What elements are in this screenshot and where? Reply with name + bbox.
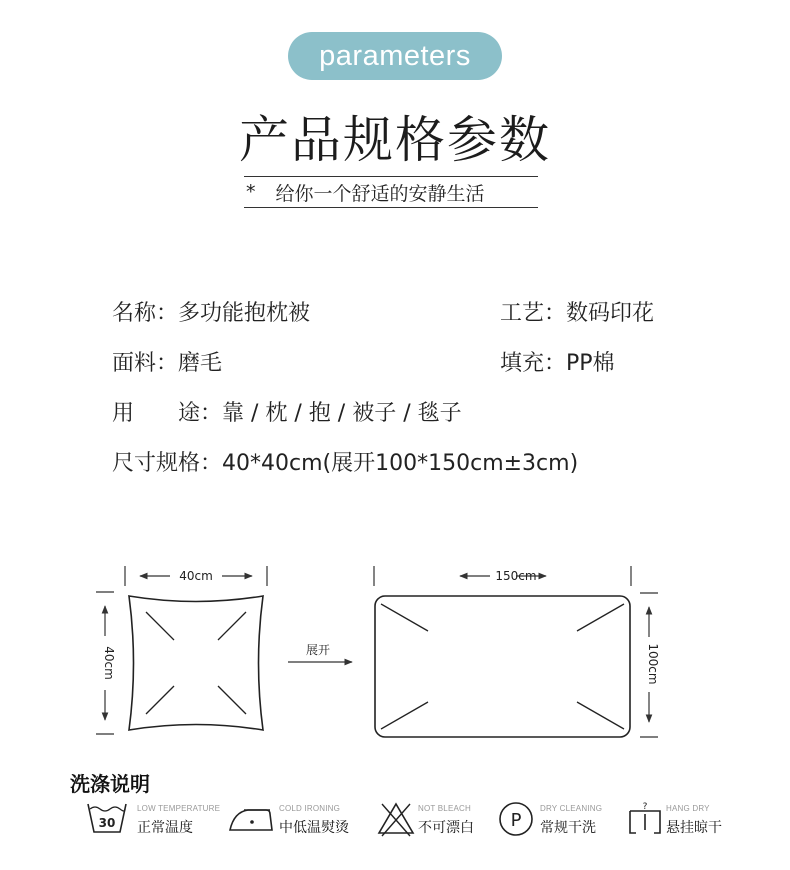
- no-bleach-icon: [376, 800, 416, 838]
- blanket-width-dimension: [374, 566, 631, 586]
- blanket-width-label: 150cm: [495, 569, 537, 583]
- pillow-width-dimension: [125, 566, 267, 586]
- spec-name-value: 多功能抱枕被: [178, 301, 311, 326]
- care-cn-not-bleach: 不可漂白: [418, 820, 474, 836]
- care-cn-low-temperature: 正常温度: [137, 820, 193, 836]
- spec-fabric: [112, 346, 222, 377]
- care-item-not-bleach: [376, 800, 506, 840]
- spec-craft: [500, 296, 654, 327]
- pillow-width-label: 40cm: [179, 569, 213, 583]
- spec-filling: [500, 346, 615, 377]
- care-en-low-temperature: LOW TEMPERATURE: [137, 804, 221, 813]
- care-cn-hang-dry: 悬挂晾干: [666, 820, 722, 836]
- care-cn-cold-ironing: 中低温熨烫: [279, 820, 349, 836]
- parameters-badge: parameters: [288, 32, 502, 80]
- wash-30-icon: [86, 800, 128, 836]
- subtitle-bar: [244, 176, 538, 208]
- spec-size: [112, 446, 578, 477]
- spec-name: [112, 296, 310, 327]
- care-item-hang-dry: [626, 800, 736, 840]
- spec-usage-value: 靠 / 枕 / 抱 / 被子 / 毯子: [222, 401, 462, 426]
- pillow-shape: [129, 596, 263, 730]
- care-title: 洗涤说明: [70, 772, 150, 796]
- care-en-hang-dry: HANG DRY: [666, 804, 710, 813]
- spec-size-value: 40*40cm(展开100*150cm±3cm): [222, 451, 579, 476]
- unfold-label: 展开: [306, 643, 331, 657]
- care-cn-dry-cleaning: 常规干洗: [540, 820, 596, 836]
- subtitle-text: 给你一个舒适的安静生活: [275, 182, 485, 205]
- page-title: 产品规格参数: [239, 111, 551, 169]
- pillow-height-dimension: [96, 592, 116, 734]
- spec-usage: [112, 396, 462, 427]
- care-item-dry-cleaning: [497, 800, 617, 840]
- wash-temp-badge: 30: [98, 816, 116, 830]
- spec-filling-value: PP棉: [566, 351, 615, 376]
- spec-filling-label: 填充：: [500, 351, 567, 376]
- pillow-height-label: 40cm: [102, 646, 116, 680]
- iron-low-icon: [228, 800, 274, 836]
- care-item-cold-ironing: [228, 800, 368, 840]
- care-item-low-temperature: [86, 800, 226, 840]
- blanket-height-dimension: [640, 593, 660, 737]
- care-en-not-bleach: NOT BLEACH: [418, 804, 471, 813]
- hang-dry-badge: ?: [642, 802, 648, 812]
- spec-fabric-value: 磨毛: [178, 351, 223, 376]
- hang-dry-icon: [626, 800, 664, 838]
- spec-size-label: 尺寸规格：: [112, 451, 223, 476]
- spec-usage-label: 用 途：: [112, 401, 223, 426]
- blanket-shape: [375, 596, 630, 737]
- blanket-height-label: 100cm: [646, 643, 660, 685]
- dry-clean-p-icon: [497, 800, 537, 838]
- dry-clean-badge: P: [510, 810, 522, 831]
- unfold-arrow: [288, 643, 352, 662]
- size-diagram: [0, 560, 790, 750]
- spec-craft-value: 数码印花: [566, 301, 655, 326]
- spec-fabric-label: 面料：: [112, 351, 179, 376]
- spec-name-label: 名称：: [112, 301, 179, 326]
- care-en-dry-cleaning: DRY CLEANING: [540, 804, 603, 813]
- spec-craft-label: 工艺：: [500, 301, 567, 326]
- subtitle-star: *: [246, 181, 256, 203]
- care-en-cold-ironing: COLD IRONING: [279, 804, 341, 813]
